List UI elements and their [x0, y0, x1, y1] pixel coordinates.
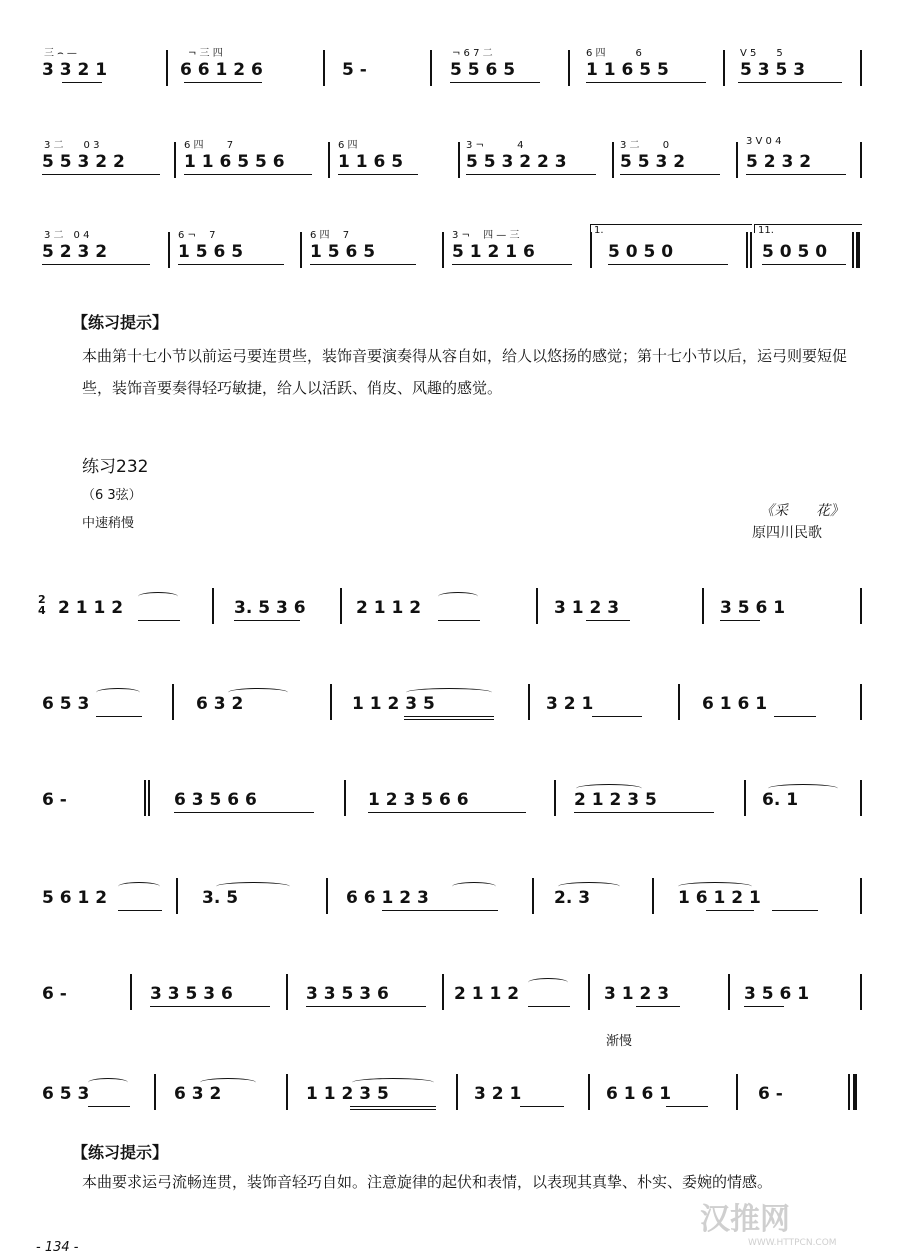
barline	[568, 50, 570, 86]
final-barline	[848, 1074, 850, 1110]
barline	[344, 780, 346, 816]
slur	[768, 784, 838, 793]
measure-1-2: 6 6 1 2 6	[180, 60, 263, 80]
barline	[326, 878, 328, 914]
measure-5-5: 6 1 6 1	[702, 694, 768, 714]
beam-line	[150, 1006, 270, 1007]
barline	[736, 142, 738, 178]
measure-4-3: 2 1 1 2	[356, 598, 422, 618]
beam-line	[636, 1006, 680, 1007]
bowing-mark: 3 二 0 3	[44, 140, 100, 151]
beam-line	[466, 174, 596, 175]
bowing-mark: 6 四 7	[184, 140, 234, 151]
second-ending-bracket: 11.	[754, 224, 862, 233]
measure-7-5: 1 6 1 2 1	[678, 888, 761, 908]
measure-4-2: 3. 5 3 6	[234, 598, 306, 618]
score-line-6	[38, 780, 864, 820]
beam-line	[666, 1106, 708, 1107]
beam-line	[608, 264, 728, 265]
measure-4-1: 2 1 1 2	[58, 598, 124, 618]
beam-line	[746, 174, 846, 175]
measure-5-1: 6 5 3	[42, 694, 90, 714]
barline	[652, 878, 654, 914]
barline	[168, 232, 170, 268]
measure-9-5: 6 1 6 1	[606, 1084, 672, 1104]
score-line-2	[38, 136, 864, 182]
score-line-7	[38, 878, 864, 918]
barline	[154, 1074, 156, 1110]
beam-line	[184, 82, 262, 83]
measure-4-5: 3 5 6 1	[720, 598, 786, 618]
barline	[678, 684, 680, 720]
barline	[554, 780, 556, 816]
beam-line	[184, 174, 312, 175]
barline	[328, 142, 330, 178]
beam-line	[118, 910, 162, 911]
barline	[536, 588, 538, 624]
beam-line	[438, 620, 480, 621]
beam-line	[744, 1006, 784, 1007]
practice-hint-body: 本曲要求运弓流畅连贯，装饰音轻巧自如。注意旋律的起伏和表情，以表现其真挚、朴实、委婉的情感。	[82, 1173, 773, 1191]
watermark-logo: 汉推网	[700, 1202, 790, 1237]
measure-6-4: 2 1 2 3 5	[574, 790, 657, 810]
slur	[452, 882, 496, 891]
song-source: 原四川民歌	[752, 525, 822, 541]
slur	[88, 1078, 128, 1087]
repeat-barline	[144, 780, 146, 816]
measure-1-5: 1 1 6 5 5	[586, 60, 669, 80]
bowing-mark: 三 ⌢ —	[44, 48, 77, 59]
slur	[216, 882, 290, 891]
measure-9-6: 6 -	[758, 1084, 783, 1104]
barline	[532, 878, 534, 914]
beam-line	[138, 620, 180, 621]
slur	[228, 688, 288, 697]
slur	[200, 1078, 256, 1087]
barline	[860, 684, 862, 720]
tempo-marking: 中速稍慢	[82, 516, 135, 531]
beam-line	[338, 174, 418, 175]
measure-1-1: 3 3 2 1	[42, 60, 108, 80]
measure-8-4: 2 1 1 2	[454, 984, 520, 1004]
measure-7-1: 5 6 1 2	[42, 888, 108, 908]
time-signature	[38, 594, 46, 616]
bowing-mark: 3 ¬ 4	[466, 140, 524, 151]
barline	[340, 588, 342, 624]
beam-line	[404, 716, 494, 717]
slur	[576, 784, 642, 793]
final-barline	[852, 232, 854, 268]
beam-line	[350, 1109, 436, 1110]
beam-line	[178, 264, 284, 265]
slur	[118, 882, 160, 891]
barline	[330, 684, 332, 720]
barline	[323, 50, 325, 86]
measure-7-4: 2. 3	[554, 888, 591, 908]
barline	[442, 974, 444, 1010]
song-title: 《采 花》	[760, 503, 844, 519]
barline	[212, 588, 214, 624]
final-barline-thick	[856, 232, 860, 268]
time-signature-top: 2	[38, 593, 46, 606]
beam-line	[62, 82, 102, 83]
measure-3-2: 1 5 6 5	[178, 242, 244, 262]
slur	[678, 882, 752, 891]
measure-5-2: 6 3 2	[196, 694, 244, 714]
measure-9-2: 6 3 2	[174, 1084, 222, 1104]
barline	[860, 974, 862, 1010]
slur	[438, 592, 478, 601]
barline	[442, 232, 444, 268]
measure-2-2: 1 1 6 5 5 6	[184, 152, 285, 172]
beam-line	[592, 716, 642, 717]
barline	[430, 50, 432, 86]
bowing-mark: 6 ¬ 7	[178, 230, 216, 241]
repeat-barline	[746, 232, 748, 268]
measure-3-3: 1 5 6 5	[310, 242, 376, 262]
beam-line	[586, 82, 706, 83]
beam-line	[234, 620, 300, 621]
slur	[96, 688, 140, 697]
beam-line	[762, 264, 846, 265]
beam-line	[586, 620, 630, 621]
practice-hint-heading: 【练习提示】	[72, 313, 169, 332]
barline	[723, 50, 725, 86]
repeat-barline	[750, 232, 752, 268]
measure-8-5: 3 1 2 3	[604, 984, 670, 1004]
slur	[528, 978, 568, 987]
beam-line	[452, 264, 572, 265]
measure-8-3: 3 3 5 3 6	[306, 984, 389, 1004]
slur	[406, 688, 492, 697]
beam-line	[450, 82, 540, 83]
ritardando-marking: 渐慢	[606, 1034, 633, 1049]
first-ending-bracket: 1.	[590, 224, 752, 233]
beam-line	[774, 716, 816, 717]
beam-line	[382, 910, 498, 911]
barline	[176, 878, 178, 914]
measure-2-1: 5 5 3 2 2	[42, 152, 125, 172]
measure-3-5: 5 0 5 0	[608, 242, 674, 262]
bowing-mark: ¬ 三 四	[188, 48, 223, 59]
beam-line	[528, 1006, 570, 1007]
beam-line	[96, 716, 142, 717]
bowing-mark: 3 ¬ 四 — 三	[452, 230, 520, 241]
measure-3-1: 5 2 3 2	[42, 242, 108, 262]
measure-6-2: 6 3 5 6 6	[174, 790, 257, 810]
measure-1-3: 5 -	[342, 60, 367, 80]
barline	[166, 50, 168, 86]
measure-7-2: 3. 5	[202, 888, 239, 908]
barline	[860, 588, 862, 624]
beam-line	[306, 1006, 426, 1007]
measure-8-6: 3 5 6 1	[744, 984, 810, 1004]
measure-2-3: 1 1 6 5	[338, 152, 404, 172]
beam-line	[42, 174, 160, 175]
measure-8-1: 6 -	[42, 984, 67, 1004]
barline	[860, 142, 862, 178]
score-line-8	[38, 974, 864, 1014]
page-number: - 134 -	[36, 1240, 79, 1255]
score-line-5	[38, 684, 864, 724]
barline	[300, 232, 302, 268]
measure-3-6: 5 0 5 0	[762, 242, 828, 262]
score-line-4	[38, 588, 864, 628]
measure-1-6: 5 3 5 3	[740, 60, 806, 80]
measure-9-3: 1 1 2 3 5	[306, 1084, 389, 1104]
barline	[174, 142, 176, 178]
bowing-mark: 6 四 6	[586, 48, 642, 59]
barline	[736, 1074, 738, 1110]
measure-1-4: 5 5 6 5	[450, 60, 516, 80]
measure-9-1: 6 5 3	[42, 1084, 90, 1104]
score-line-1	[38, 50, 864, 90]
measure-6-5: 6. 1	[762, 790, 799, 810]
beam-line	[88, 1106, 130, 1107]
string-tuning: （6 3弦）	[82, 488, 142, 503]
beam-line	[738, 82, 842, 83]
beam-line	[620, 174, 720, 175]
measure-3-4: 5 1 2 1 6	[452, 242, 535, 262]
practice-hint-body: 本曲第十七小节以前运弓要连贯些，装饰音要演奏得从容自如，给人以悠扬的感觉；第十七小节以后，运弓则要短促些，装饰音要奏得轻巧敏捷，给人以活跃、俏皮、风趣的感觉。	[82, 347, 848, 397]
barline	[588, 974, 590, 1010]
beam-line	[574, 812, 714, 813]
barline	[860, 780, 862, 816]
barline	[588, 1074, 590, 1110]
measure-2-6: 5 2 3 2	[746, 152, 812, 172]
beam-line	[368, 812, 526, 813]
slur	[138, 592, 178, 601]
barline	[728, 974, 730, 1010]
measure-6-1: 6 -	[42, 790, 67, 810]
measure-4-4: 3 1 2 3	[554, 598, 620, 618]
slur	[558, 882, 620, 891]
beam-line	[520, 1106, 564, 1107]
measure-5-3: 1 1 2 3 5	[352, 694, 435, 714]
slur	[352, 1078, 434, 1087]
beam-line	[404, 719, 494, 720]
barline	[612, 142, 614, 178]
repeat-barline	[148, 780, 150, 816]
barline	[528, 684, 530, 720]
barline	[702, 588, 704, 624]
barline	[860, 878, 862, 914]
measure-2-4: 5 5 3 2 2 3	[466, 152, 567, 172]
beam-line	[706, 910, 754, 911]
bowing-mark: ¬ 6 7 二	[452, 48, 493, 59]
beam-line	[310, 264, 416, 265]
bowing-mark: 3 二 0 4	[44, 230, 90, 241]
bowing-mark: 6 四 7	[310, 230, 350, 241]
measure-6-3: 1 2 3 5 6 6	[368, 790, 469, 810]
barline	[172, 684, 174, 720]
exercise-title: 练习232	[82, 457, 149, 477]
bowing-mark: 3 二 0	[620, 140, 670, 151]
score-line-3	[38, 225, 864, 272]
score-line-9	[38, 1074, 864, 1114]
beam-line	[174, 812, 314, 813]
beam-line	[720, 620, 760, 621]
barline	[286, 974, 288, 1010]
watermark-url: WWW.HTTPCN.COM	[748, 1238, 837, 1248]
measure-5-4: 3 2 1	[546, 694, 594, 714]
practice-hint-heading: 【练习提示】	[72, 1143, 169, 1162]
barline	[590, 232, 592, 268]
bowing-mark: 3 V 0 4	[746, 136, 782, 147]
beam-line	[42, 264, 150, 265]
measure-9-4: 3 2 1	[474, 1084, 522, 1104]
beam-line	[350, 1106, 436, 1107]
measure-2-5: 5 5 3 2	[620, 152, 686, 172]
measure-7-3: 6 6 1 2 3	[346, 888, 429, 908]
barline	[860, 50, 862, 86]
barline	[286, 1074, 288, 1110]
measure-8-2: 3 3 5 3 6	[150, 984, 233, 1004]
barline	[130, 974, 132, 1010]
barline	[458, 142, 460, 178]
bowing-mark: 6 四	[338, 140, 358, 151]
bowing-mark: V 5 5	[740, 48, 783, 59]
beam-line	[772, 910, 818, 911]
time-signature-bottom: 4	[38, 604, 46, 617]
barline	[744, 780, 746, 816]
barline	[456, 1074, 458, 1110]
final-barline-thick	[853, 1074, 857, 1110]
